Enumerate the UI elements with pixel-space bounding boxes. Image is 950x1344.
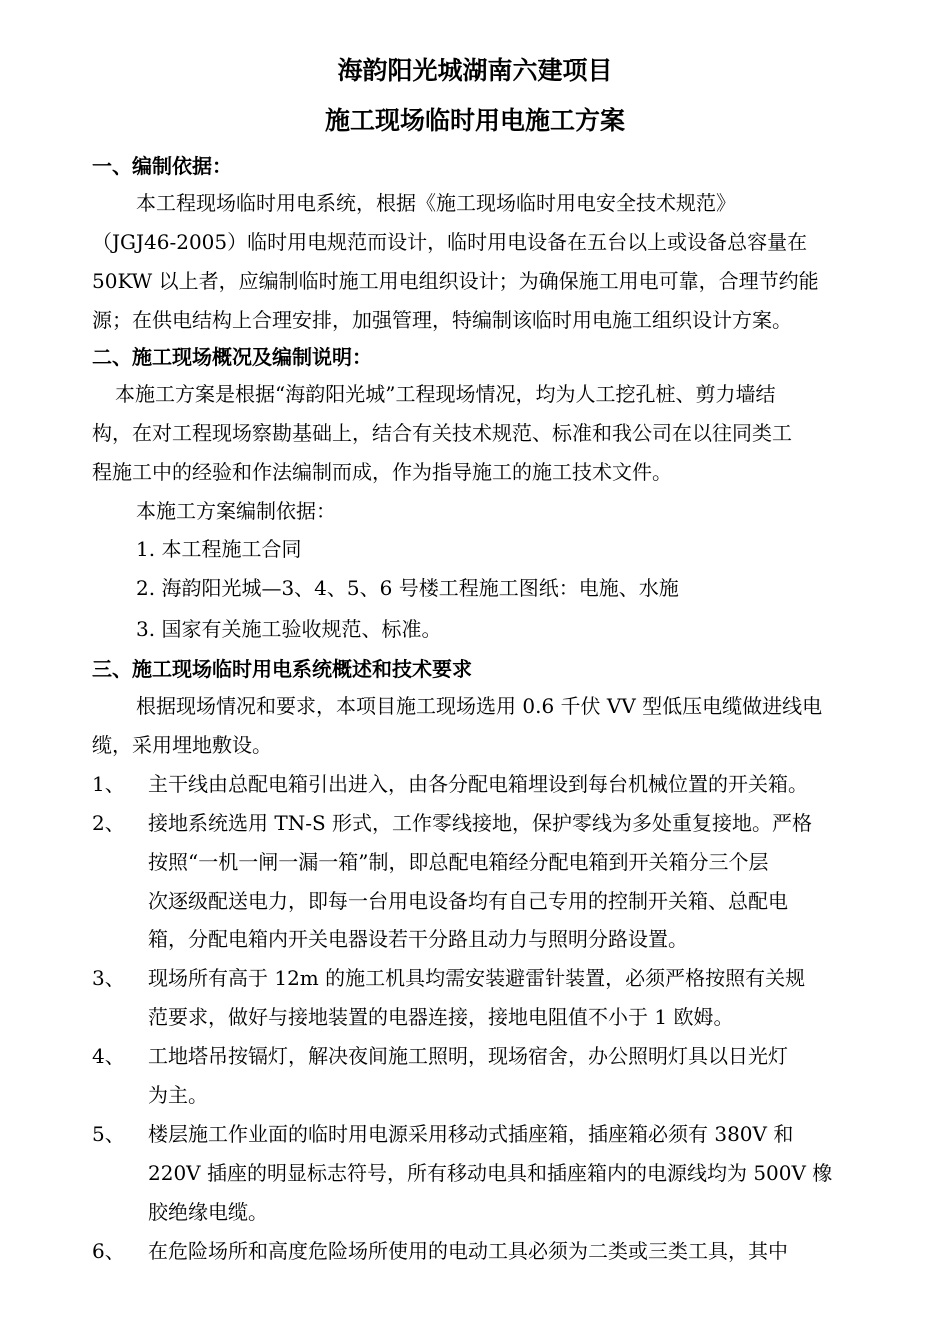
list-item-line: 次逐级配送电力，即每一台用电设备均有自己专用的控制开关箱、总配电 [148, 889, 788, 913]
document-title-line1: 海韵阳光城湖南六建项目 [337, 56, 613, 85]
list-item-number: 4、 [92, 1044, 125, 1068]
list-item-line: 为主。 [148, 1083, 208, 1107]
list-item-line: 箱，分配电箱内开关电器设若干分路且动力与照明分路设置。 [148, 927, 688, 951]
section1-para-line: 本工程现场临时用电系统，根据《施工现场临时用电安全技术规范》 [136, 191, 736, 215]
section1-heading: 一、编制依据： [92, 154, 232, 178]
section3-intro-line: 缆，采用埋地敷设。 [92, 733, 272, 757]
section3-heading: 三、施工现场临时用电系统概述和技术要求 [92, 657, 472, 681]
list-item-line: 接地系统选用 TN-S 形式，工作零线接地，保护零线为多处重复接地。严格 [148, 811, 813, 835]
list-item-line: 220V 插座的明显标志符号，所有移动电具和插座箱内的电源线均为 500V 橡 [148, 1161, 833, 1185]
list-item-line: 范要求，做好与接地装置的电器连接，接地电阻值不小于 1 欧姆。 [148, 1005, 734, 1029]
list-item-number: 1、 [92, 772, 125, 796]
section2-para-line: 程施工中的经验和作法编制而成，作为指导施工的施工技术文件。 [92, 460, 672, 484]
section2-basis-item: 1. 本工程施工合同 [136, 537, 302, 561]
section1-para-line: 50KW 以上者，应编制临时施工用电组织设计；为确保施工用电可靠，合理节约能 [92, 269, 819, 293]
list-item-number: 3、 [92, 966, 125, 990]
list-item-line: 在危险场所和高度危险场所使用的电动工具必须为二类或三类工具，其中 [148, 1239, 788, 1263]
list-item-number: 6、 [92, 1239, 125, 1263]
section2-para-line: 构，在对工程现场察勘基础上，结合有关技术规范、标准和我公司在以往同类工 [92, 421, 792, 445]
section2-basis-intro: 本施工方案编制依据： [136, 499, 336, 523]
list-item-line: 楼层施工作业面的临时用电源采用移动式插座箱，插座箱必须有 380V 和 [148, 1122, 794, 1146]
list-item-number: 5、 [92, 1122, 125, 1146]
section3-intro-line: 根据现场情况和要求，本项目施工现场选用 0.6 千伏 VV 型低压电缆做进线电 [136, 694, 823, 718]
list-item-line: 按照“一机一闸一漏一箱”制，即总配电箱经分配电箱到开关箱分三个层 [148, 850, 769, 874]
section1-para-line: （JGJ46-2005）临时用电规范而设计，临时用电设备在五台以上或设备总容量在 [92, 230, 808, 254]
list-item-line: 胶绝缘电缆。 [148, 1200, 268, 1224]
document-title-line2: 施工现场临时用电施工方案 [324, 106, 625, 135]
list-item-line: 现场所有高于 12m 的施工机具均需安装避雷针装置，必须严格按照有关规 [148, 966, 806, 990]
section2-basis-item: 2. 海韵阳光城—3、4、5、6 号楼工程施工图纸：电施、水施 [136, 576, 679, 600]
section1-para-line: 源；在供电结构上合理安排，加强管理，特编制该临时用电施工组织设计方案。 [92, 308, 792, 332]
section2-para-line: 本施工方案是根据“海韵阳光城”工程现场情况，均为人工挖孔桩、剪力墙结 [115, 382, 776, 406]
section2-basis-item: 3. 国家有关施工验收规范、标准。 [136, 617, 442, 641]
list-item-line: 主干线由总配电箱引出进入，由各分配电箱埋设到每台机械位置的开关箱。 [148, 772, 808, 796]
list-item-number: 2、 [92, 811, 125, 835]
section2-heading: 二、施工现场概况及编制说明： [92, 345, 372, 369]
list-item-line: 工地塔吊按镉灯，解决夜间施工照明，现场宿舍，办公照明灯具以日光灯 [148, 1044, 788, 1068]
